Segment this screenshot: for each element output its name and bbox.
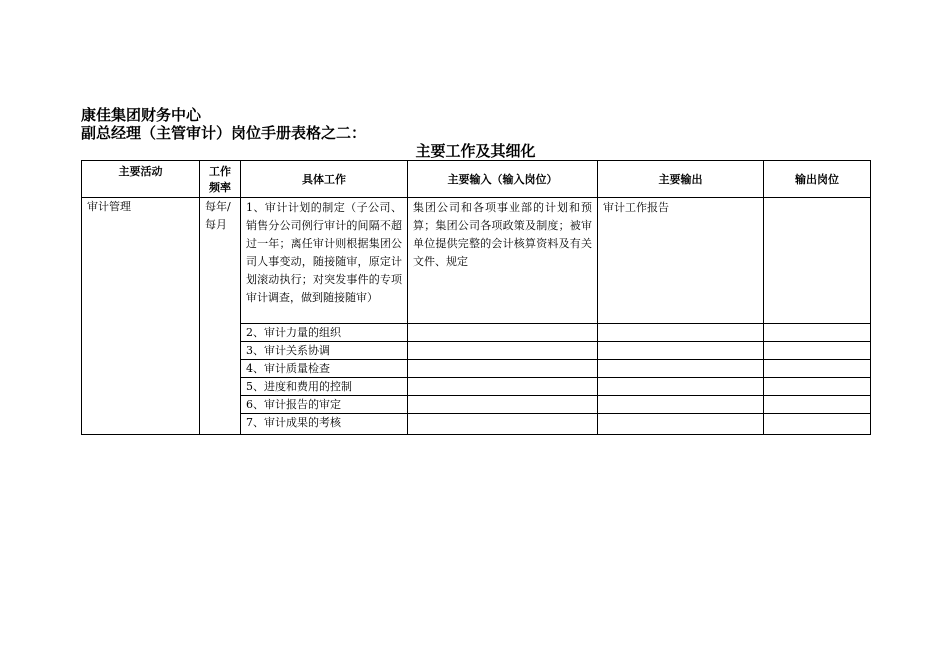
output-cell [598,360,764,378]
activity-cell: 审计管理 [82,198,200,435]
input-cell [408,324,598,342]
output-cell [598,396,764,414]
input-cell [408,360,598,378]
output-post-cell [764,198,871,324]
col-header-tasks: 具体工作 [241,161,408,198]
org-title: 康佳集团财务中心 [81,106,202,124]
output-cell: 审计工作报告 [598,198,764,324]
frequency-cell: 每年/每月 [200,198,241,435]
output-cell [598,324,764,342]
task-cell: 1、审计计划的制定（子公司、销售分公司例行审计的间隔不超过一年；离任审计则根据集团公司人事变动，随接随审，原定计划滚动执行；对突发事件的专项审计调查，做到随接随审） [241,198,408,324]
output-post-cell [764,414,871,435]
form-subtitle: 副总经理（主管审计）岗位手册表格之二： [81,124,367,142]
output-cell [598,378,764,396]
col-header-output: 主要输出 [598,161,764,198]
task-cell: 7、审计成果的考核 [241,414,408,435]
input-cell [408,396,598,414]
input-cell: 集团公司和各项事业部的计划和预算；集团公司各项政策及制度；被审单位提供完整的会计核算资料及有关文件、规定 [408,198,598,324]
table-title: 主要工作及其细化 [415,142,536,160]
col-header-activity: 主要活动 [82,161,200,198]
output-post-cell [764,324,871,342]
col-header-input: 主要输入（输入岗位） [408,161,598,198]
input-cell [408,414,598,435]
task-cell: 3、审计关系协调 [241,342,408,360]
task-cell: 2、审计力量的组织 [241,324,408,342]
work-detail-table [81,160,871,435]
input-cell [408,342,598,360]
input-cell [408,378,598,396]
col-header-output-post: 输出岗位 [764,161,871,198]
output-post-cell [764,378,871,396]
task-cell: 4、审计质量检查 [241,360,408,378]
output-cell [598,414,764,435]
table-row [82,198,871,324]
col-header-frequency: 工作频率 [200,161,241,198]
output-cell [598,342,764,360]
task-cell: 6、审计报告的审定 [241,396,408,414]
output-post-cell [764,396,871,414]
output-post-cell [764,360,871,378]
task-cell: 5、进度和费用的控制 [241,378,408,396]
header-row [82,161,871,198]
output-post-cell [764,342,871,360]
